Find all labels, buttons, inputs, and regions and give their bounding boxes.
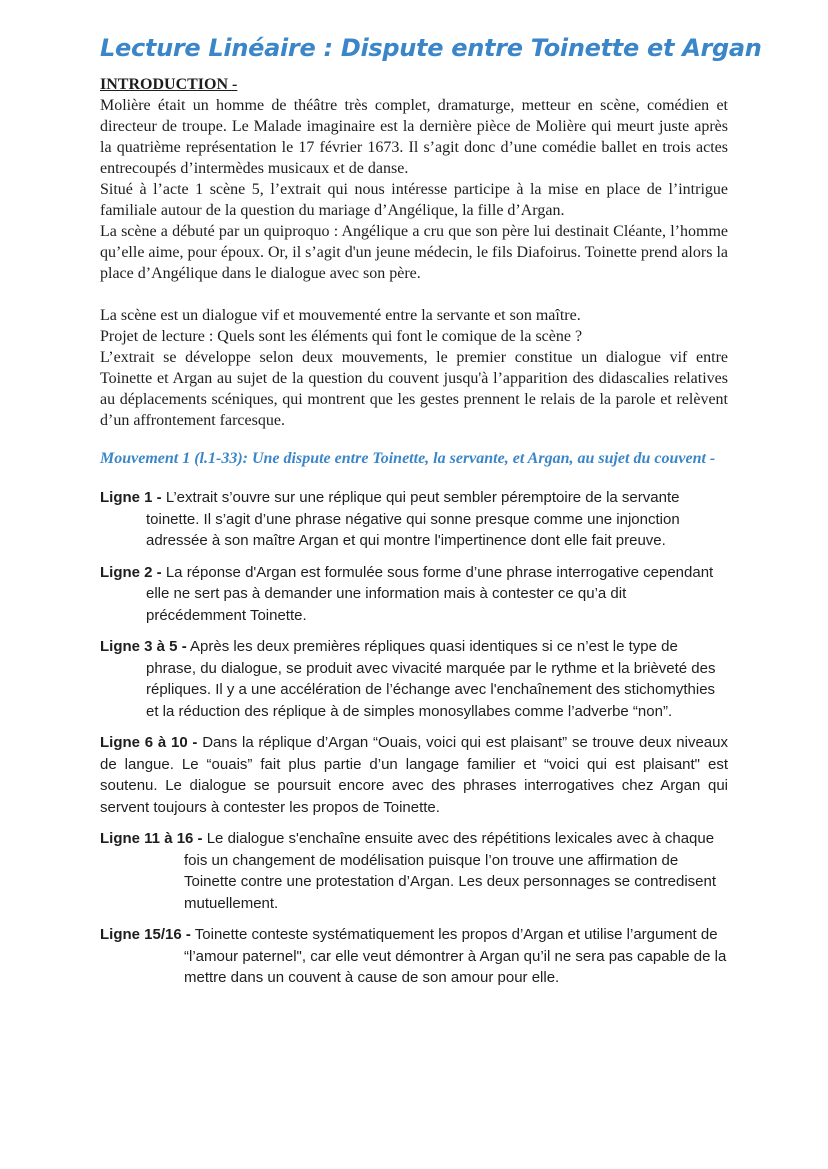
line-analysis xyxy=(100,562,728,627)
document-title: Lecture Linéaire : Dispute entre Toinette et Argan xyxy=(100,34,762,62)
intro-paragraph: La scène est un dialogue vif et mouvementé entre la servante et son maître. xyxy=(100,307,581,324)
line-text: La réponse d'Argan est formulée sous forme d’une phrase interrogative cependant elle ne sert pas à demander une information mais à contester ce qu’a dit précédemment Toinette. xyxy=(146,563,714,624)
line-analysis xyxy=(100,924,728,989)
line-label: Ligne 11 à 16 - xyxy=(100,830,203,847)
line-analysis xyxy=(100,828,728,914)
paragraph-spacer xyxy=(100,284,728,305)
intro-paragraph: La scène a débuté par un quiproquo : Angélique a cru que son père lui destinait Cléante, l’homme qu’elle aime, pour époux. Or, il s’agit d'un jeune médecin, le fils Diafoirus. Toinette prend alors la place d’Angélique dans le dialogue avec son père. xyxy=(100,223,728,282)
line-text: L’extrait s’ouvre sur une réplique qui peut sembler péremptoire de la servante toinette. Il s’agit d’une phrase négative qui sonne presque comme une injonction adressée à son maître Argan et qui montre l'impertinence dont elle fait preuve. xyxy=(146,489,680,549)
reading-project: Projet de lecture : Quels sont les éléments qui font le comique de la scène ? xyxy=(100,328,583,345)
intro-heading: INTRODUCTION - xyxy=(100,76,238,93)
line-text: Dans la réplique d’Argan “Ouais, voici qui est plaisant” se trouve deux niveaux de langue. Le “ouais” fait plus partie d’un langage familier et “voici qui est plaisant" est soutenu. Le dialogue se poursuit encore avec des phrases interrogatives chez Argan qui servent toujours à contester les propos de Toinette. xyxy=(100,734,728,816)
intro-paragraph: Molière était un homme de théâtre très complet, dramaturge, metteur en scène, comédien et directeur de troupe. Le Malade imaginaire est la dernière pièce de Molière qui meurt juste après la quatrième représentation le 17 février 1673. Il s’agit donc d’une comédie ballet en trois actes entrecoupés d’intermèdes musicaux et de danse. xyxy=(100,97,728,177)
intro-paragraph: Situé à l’acte 1 scène 5, l’extrait qui nous intéresse participe à la mise en place de l’intrigue familiale autour de la question du mariage d’Angélique, la fille d’Argan. xyxy=(100,181,728,219)
line-text: Après les deux premières répliques quasi identiques si ce n’est le type de phrase, du dialogue, se produit avec vivacité marquée par le rythme et la brièveté des répliques. Il y a une accélération de l’échange avec l'enchaînement des stichomythies et la réduction des réplique à de simples monosyllabes comme l’adverbe “non”. xyxy=(146,638,716,720)
line-text: Le dialogue s'enchaîne ensuite avec des répétitions lexicales avec à chaque fois un changement de modélisation puisque l’on trouve une affirmation de Toinette contre une protestation d’Argan. Les deux personnages se contredisent mutuellement. xyxy=(184,830,717,912)
movement-heading: Mouvement 1 (l.1-33): Une dispute entre Toinette, la servante, et Argan, au sujet du couvent - xyxy=(100,450,716,467)
line-analysis xyxy=(100,732,728,818)
intro-paragraph: L’extrait se développe selon deux mouvements, le premier constitue un dialogue vif entre Toinette et Argan au sujet de la question du couvent jusqu'à l’apparition des didascalies relatives au déplacements scéniques, qui montrent que les gestes prennent le relais de la parole et relèvent d’un affrontement farcesque. xyxy=(100,349,728,429)
line-label: Ligne 3 à 5 - xyxy=(100,638,187,655)
line-label: Ligne 15/16 - xyxy=(100,926,191,943)
line-label: Ligne 6 à 10 - xyxy=(100,734,198,751)
line-label: Ligne 2 - xyxy=(100,563,162,581)
line-analysis xyxy=(100,636,728,722)
line-analysis xyxy=(100,487,728,552)
line-label: Ligne 1 - xyxy=(100,489,162,506)
line-text: Toinette conteste systématiquement les propos d’Argan et utilise l’argument de “l’amour paternel", car elle veut démontrer à Argan qu’il ne sera pas capable de la mettre dans un couvent à cause de son amour pour elle. xyxy=(184,926,727,986)
